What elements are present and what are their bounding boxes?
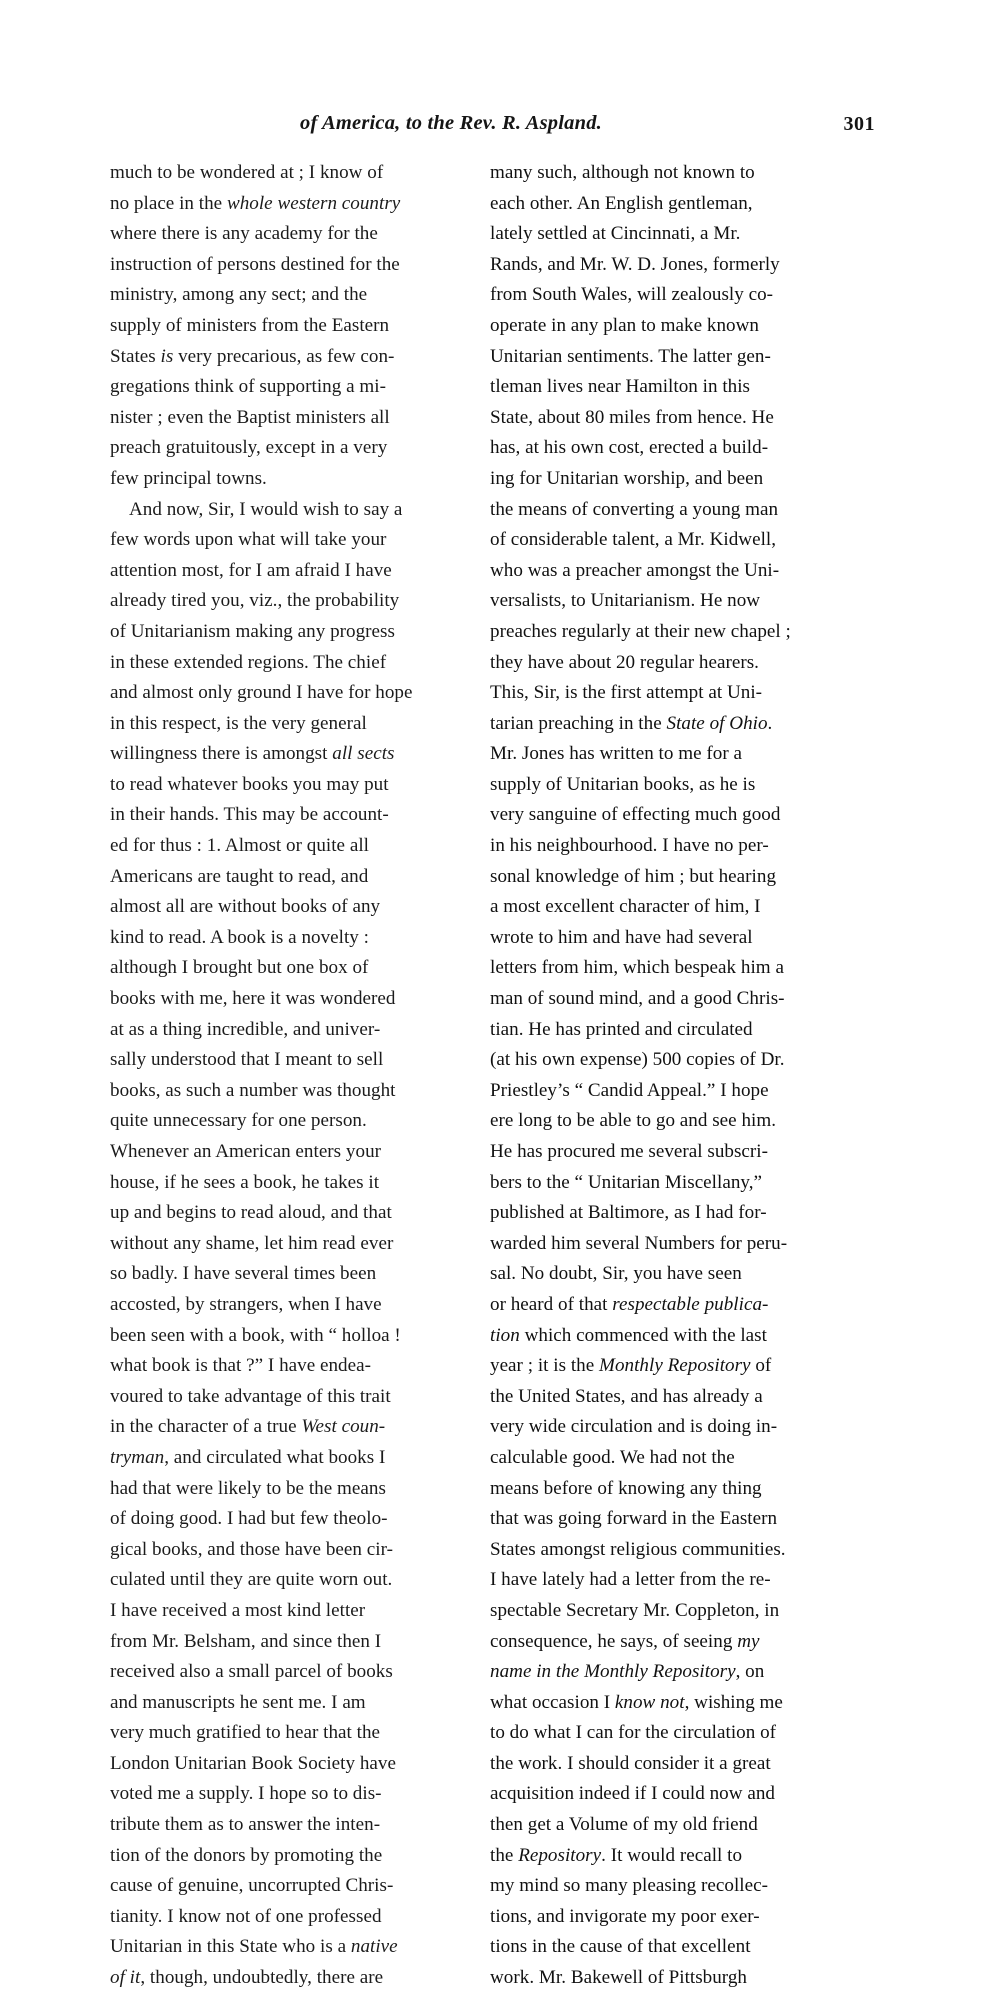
italic-run: name in the Monthly Repository [490, 1661, 736, 1683]
text-line [110, 862, 479, 893]
text-line [110, 1779, 479, 1810]
italic-run: is [160, 345, 174, 367]
text-line [490, 862, 859, 893]
text-line [490, 831, 859, 862]
italic-run: native [350, 1936, 398, 1958]
text-line [490, 770, 859, 801]
roman-run: has, at his own cost, erected a build- [490, 437, 769, 459]
text-line [490, 678, 859, 709]
roman-run: and manuscripts he sent me. I am [110, 1691, 366, 1713]
text-line [490, 1106, 859, 1137]
text-line [490, 1963, 859, 1994]
text-line [110, 1902, 479, 1933]
roman-run: that was going forward in the Eastern [490, 1508, 778, 1530]
text-line [490, 1871, 859, 1902]
text-line [490, 1290, 859, 1321]
roman-run: voted me a supply. I hope so to dis- [110, 1783, 382, 1805]
text-line [110, 1290, 479, 1321]
roman-run: or heard of that [490, 1293, 613, 1315]
text-line [110, 1749, 479, 1780]
roman-run: supply of ministers from the Eastern [110, 314, 390, 336]
text-line [490, 1657, 859, 1688]
roman-run: calculable good. We had not the [490, 1446, 735, 1468]
text-line [490, 1321, 859, 1352]
text-line [110, 1321, 479, 1352]
roman-run: , on [735, 1661, 765, 1683]
text-line [110, 1932, 479, 1963]
italic-run: West coun- [301, 1416, 386, 1438]
text-line [110, 1810, 479, 1841]
roman-run: of Unitarianism making any progress [110, 620, 395, 642]
italic-run: whole western country [226, 192, 401, 214]
roman-run: a most excellent character of him, I [490, 896, 761, 918]
text-line [490, 923, 859, 954]
roman-run: Priestley’s “ Candid Appeal.” I hope [490, 1079, 769, 1101]
roman-run: in these extended regions. The chief [110, 651, 387, 673]
roman-run: in his neighbourhood. I have no per- [490, 835, 769, 857]
text-line [110, 739, 479, 770]
roman-run: supply of Unitarian books, as he is [490, 773, 756, 795]
roman-run: at as a thing incredible, and univer- [110, 1018, 381, 1040]
text-line [110, 280, 479, 311]
text-line [490, 1045, 859, 1076]
text-line [490, 1535, 859, 1566]
roman-run: Americans are taught to read, and [110, 865, 369, 887]
text-line [490, 617, 859, 648]
roman-run: each other. An English gentleman, [490, 192, 753, 214]
italic-run: know not [614, 1691, 685, 1713]
text-line [110, 1443, 479, 1474]
text-line [110, 648, 479, 679]
text-line [490, 586, 859, 617]
roman-run: they have about 20 regular hearers. [490, 651, 759, 673]
roman-run: gregations think of supporting a mi- [110, 376, 386, 398]
roman-run: sonal knowledge of him ; but hearing [490, 865, 777, 887]
roman-run: tribute them as to answer the inten- [110, 1814, 381, 1836]
text-line [490, 1076, 859, 1107]
italic-run: of it [110, 1967, 141, 1989]
text-line [110, 1535, 479, 1566]
text-line [110, 1412, 479, 1443]
roman-run: sally understood that I meant to sell [110, 1049, 384, 1071]
text-line [490, 1627, 859, 1658]
roman-run: very precarious, as few con- [173, 345, 395, 367]
roman-run: I have lately had a letter from the re- [490, 1569, 771, 1591]
roman-run: acquisition indeed if I could now and [490, 1783, 775, 1805]
italic-run: my [737, 1630, 760, 1652]
roman-run: consequence, he says, of seeing [490, 1630, 738, 1652]
roman-run: up and begins to read aloud, and that [110, 1202, 392, 1224]
roman-run: . It would recall to [601, 1844, 743, 1866]
roman-run: . [767, 712, 773, 734]
roman-run: then get a Volume of my old friend [490, 1814, 758, 1836]
roman-run: tianity. I know not of one professed [110, 1905, 382, 1927]
roman-run: letters from him, which bespeak him a [490, 957, 784, 979]
roman-run: ere long to be able to go and see him. [490, 1110, 777, 1132]
text-line [490, 311, 859, 342]
roman-run: London Unitarian Book Society have [110, 1752, 396, 1774]
roman-run: nister ; even the Baptist ministers all [110, 406, 390, 428]
text-line [110, 1871, 479, 1902]
roman-run: tions, and invigorate my poor exer- [490, 1905, 760, 1927]
text-line [490, 1137, 859, 1168]
roman-run: almost all are without books of any [110, 896, 381, 918]
roman-run: to do what I can for the circulation of [490, 1722, 777, 1744]
text-line [490, 1229, 859, 1260]
text-line [110, 1504, 479, 1535]
text-line [490, 1596, 859, 1627]
text-line [110, 1963, 479, 1994]
right-text-column [490, 158, 859, 1994]
text-line [490, 525, 859, 556]
text-line [490, 403, 859, 434]
text-line [490, 1841, 859, 1872]
roman-run: States [110, 345, 161, 367]
text-line [490, 1565, 859, 1596]
roman-run: books, as such a number was thought [110, 1079, 396, 1101]
text-line [490, 1259, 859, 1290]
roman-run: the means of converting a young man [490, 498, 779, 520]
text-line [490, 709, 859, 740]
roman-run: many such, although not known to [490, 162, 755, 183]
text-line [490, 648, 859, 679]
roman-run: kind to read. A book is a novelty : [110, 926, 369, 948]
roman-run: published at Baltimore, as I had for- [490, 1202, 767, 1224]
roman-run: of doing good. I had but few theolo- [110, 1508, 388, 1530]
text-line [490, 800, 859, 831]
roman-run: the work. I should consider it a great [490, 1752, 771, 1774]
text-line [110, 433, 479, 464]
roman-run: what book is that ?” I have endea- [110, 1355, 371, 1377]
roman-run: no place in the [110, 192, 227, 214]
text-line [110, 1229, 479, 1260]
text-line [110, 525, 479, 556]
roman-run: gical books, and those have been cir- [110, 1538, 393, 1560]
italic-run: State of Ohio [666, 712, 768, 734]
text-line [110, 892, 479, 923]
roman-run: attention most, for I am afraid I have [110, 559, 392, 581]
text-line [490, 1168, 859, 1199]
roman-run: work. Mr. Bakewell of Pittsburgh [490, 1967, 747, 1989]
roman-run: spectable Secretary Mr. Coppleton, in [490, 1599, 780, 1621]
text-line [110, 250, 479, 281]
roman-run: tarian preaching in the [490, 712, 667, 734]
text-line [110, 1657, 479, 1688]
roman-run: And now, Sir, I would wish to say a [129, 498, 403, 520]
text-line [110, 1198, 479, 1229]
text-line [110, 372, 479, 403]
text-line [110, 678, 479, 709]
roman-run: received also a small parcel of books [110, 1661, 393, 1683]
text-line [110, 189, 479, 220]
roman-run: man of sound mind, and a good Chris- [490, 988, 785, 1010]
text-line [110, 1259, 479, 1290]
text-line [490, 984, 859, 1015]
roman-run: tleman lives near Hamilton in this [490, 376, 750, 398]
text-line [110, 586, 479, 617]
text-line [110, 556, 479, 587]
text-line [110, 1596, 479, 1627]
roman-run: from Mr. Belsham, and since then I [110, 1630, 382, 1652]
roman-run: already tired you, viz., the probability [110, 590, 400, 612]
roman-run: versalists, to Unitarianism. He now [490, 590, 761, 612]
text-line [110, 1351, 479, 1382]
roman-run: ministry, among any sect; and the [110, 284, 368, 306]
roman-run: so badly. I have several times been [110, 1263, 377, 1285]
roman-run: what occasion I [490, 1691, 615, 1713]
roman-run: , wishing me [684, 1691, 783, 1713]
roman-run: Mr. Jones has written to me for a [490, 743, 743, 765]
text-line [490, 464, 859, 495]
text-line [490, 1810, 859, 1841]
roman-run: had that were likely to be the means [110, 1477, 386, 1499]
roman-run: willingness there is amongst [110, 743, 333, 765]
text-line [490, 280, 859, 311]
text-line [490, 342, 859, 373]
text-line [110, 1168, 479, 1199]
text-line [110, 1382, 479, 1413]
roman-run: This, Sir, is the first attempt at Uni- [490, 682, 763, 704]
text-line [110, 311, 479, 342]
roman-run: from South Wales, will zealously co- [490, 284, 774, 306]
text-line [490, 1932, 859, 1963]
roman-run: bers to the “ Unitarian Miscellany,” [490, 1171, 763, 1193]
text-line [110, 953, 479, 984]
roman-run: means before of knowing any thing [490, 1477, 762, 1499]
text-line [110, 1718, 479, 1749]
roman-run: and almost only ground I have for hope [110, 682, 413, 704]
roman-run: ing for Unitarian worship, and been [490, 467, 764, 489]
roman-run: of [750, 1355, 772, 1377]
running-head [110, 112, 875, 146]
text-line [490, 892, 859, 923]
roman-run: voured to take advantage of this trait [110, 1385, 391, 1407]
italic-run: Monthly Repository [599, 1355, 751, 1377]
roman-run: very wide circulation and is doing in- [490, 1416, 778, 1438]
roman-run: the United States, and has already a [490, 1385, 763, 1407]
roman-run: accosted, by strangers, when I have [110, 1293, 382, 1315]
roman-run: although I brought but one box of [110, 957, 369, 979]
roman-run: year ; it is the [490, 1355, 600, 1377]
roman-run: few words upon what will take your [110, 529, 387, 551]
text-line [110, 1688, 479, 1719]
roman-run: lately settled at Cincinnati, a Mr. [490, 223, 741, 245]
running-head-title: of America, to the Rev. R. Aspland. [300, 112, 602, 134]
text-line [490, 495, 859, 526]
roman-run: to read whatever books you may put [110, 773, 389, 795]
roman-run: preach gratuitously, except in a very [110, 437, 388, 459]
roman-run: ed for thus : 1. Almost or quite all [110, 835, 369, 857]
left-text-column [110, 158, 479, 1994]
text-line [110, 617, 479, 648]
roman-run: Rands, and Mr. W. D. Jones, formerly [490, 253, 780, 275]
text-line [490, 1749, 859, 1780]
text-line [110, 709, 479, 740]
text-line [490, 1382, 859, 1413]
roman-run: State, about 80 miles from hence. He [490, 406, 774, 428]
text-line [490, 1351, 859, 1382]
roman-run: where there is any academy for the [110, 223, 378, 245]
roman-run: who was a preacher amongst the Uni- [490, 559, 780, 581]
text-line [110, 495, 479, 526]
roman-run: without any shame, let him read ever [110, 1232, 394, 1254]
text-line [490, 1015, 859, 1046]
italic-run: tion [490, 1324, 520, 1346]
roman-run: of considerable talent, a Mr. Kidwell, [490, 529, 777, 551]
roman-run: instruction of persons destined for the [110, 253, 400, 275]
roman-run: in the character of a true [110, 1416, 302, 1438]
roman-run: much to be wondered at ; I know of [110, 162, 384, 183]
text-line [110, 403, 479, 434]
roman-run: , and circulated what books I [164, 1446, 386, 1468]
italic-run: Repository [518, 1844, 602, 1866]
text-line [490, 1443, 859, 1474]
roman-run: , though, undoubtedly, there are [140, 1967, 384, 1989]
roman-run: operate in any plan to make known [490, 314, 759, 336]
text-line [110, 464, 479, 495]
text-line [110, 1106, 479, 1137]
roman-run: very sanguine of effecting much good [490, 804, 781, 826]
body-columns [110, 158, 875, 1989]
text-line [490, 1474, 859, 1505]
text-line [110, 158, 479, 189]
text-line [490, 953, 859, 984]
text-line [490, 1504, 859, 1535]
text-line [490, 1412, 859, 1443]
roman-run: I have received a most kind letter [110, 1599, 366, 1621]
text-line [490, 1198, 859, 1229]
text-line [110, 984, 479, 1015]
text-line [490, 433, 859, 464]
text-line [490, 372, 859, 403]
roman-run: He has procured me several subscri- [490, 1141, 768, 1162]
text-line [110, 1474, 479, 1505]
text-line [490, 1718, 859, 1749]
page-number: 301 [843, 113, 875, 135]
text-line [110, 770, 479, 801]
roman-run: house, if he sees a book, he takes it [110, 1171, 380, 1193]
text-line [490, 158, 859, 189]
roman-run: States amongst religious communities. [490, 1538, 786, 1560]
roman-run: Whenever an American enters your [110, 1141, 382, 1162]
text-line [490, 219, 859, 250]
roman-run: wrote to him and have had several [490, 926, 753, 948]
text-line [490, 1902, 859, 1933]
text-line [110, 923, 479, 954]
text-line [110, 219, 479, 250]
text-line [110, 342, 479, 373]
roman-run: Unitarian sentiments. The latter gen- [490, 345, 771, 367]
roman-run: very much gratified to hear that the [110, 1722, 381, 1744]
roman-run: Unitarian in this State who is a [110, 1936, 351, 1958]
roman-run: tions in the cause of that excellent [490, 1936, 751, 1958]
roman-run: (at his own expense) 500 copies of Dr. [490, 1049, 785, 1071]
text-line [490, 189, 859, 220]
roman-run: cause of genuine, uncorrupted Chris- [110, 1875, 394, 1897]
text-line [110, 1137, 479, 1168]
text-line [110, 1045, 479, 1076]
roman-run: the [490, 1844, 519, 1866]
roman-run: warded him several Numbers for peru- [490, 1232, 788, 1254]
roman-run: in this respect, is the very general [110, 712, 367, 734]
text-line [110, 1627, 479, 1658]
roman-run: few principal towns. [110, 467, 267, 489]
roman-run: sal. No doubt, Sir, you have seen [490, 1263, 742, 1285]
roman-run: which commenced with the last [519, 1324, 767, 1346]
roman-run: culated until they are quite worn out. [110, 1569, 393, 1591]
roman-run: been seen with a book, with “ holloa ! [110, 1324, 401, 1346]
roman-run: in their hands. This may be account- [110, 804, 389, 826]
roman-run: my mind so many pleasing recollec- [490, 1875, 768, 1897]
text-line [490, 739, 859, 770]
italic-run: respectable publica- [612, 1293, 769, 1315]
text-line [490, 250, 859, 281]
text-line [110, 1565, 479, 1596]
roman-run: tian. He has printed and circulated [490, 1018, 753, 1040]
text-line [110, 1841, 479, 1872]
italic-run: all sects [332, 743, 395, 765]
text-line [110, 1076, 479, 1107]
roman-run: books with me, here it was wondered [110, 988, 396, 1010]
text-line [110, 800, 479, 831]
text-line [490, 1779, 859, 1810]
text-line [490, 1688, 859, 1719]
text-line [110, 831, 479, 862]
roman-run: preaches regularly at their new chapel ; [490, 620, 791, 642]
italic-run: tryman [110, 1446, 165, 1468]
text-line [490, 556, 859, 587]
text-line [110, 1015, 479, 1046]
roman-run: tion of the donors by promoting the [110, 1844, 383, 1866]
roman-run: quite unnecessary for one person. [110, 1110, 367, 1132]
